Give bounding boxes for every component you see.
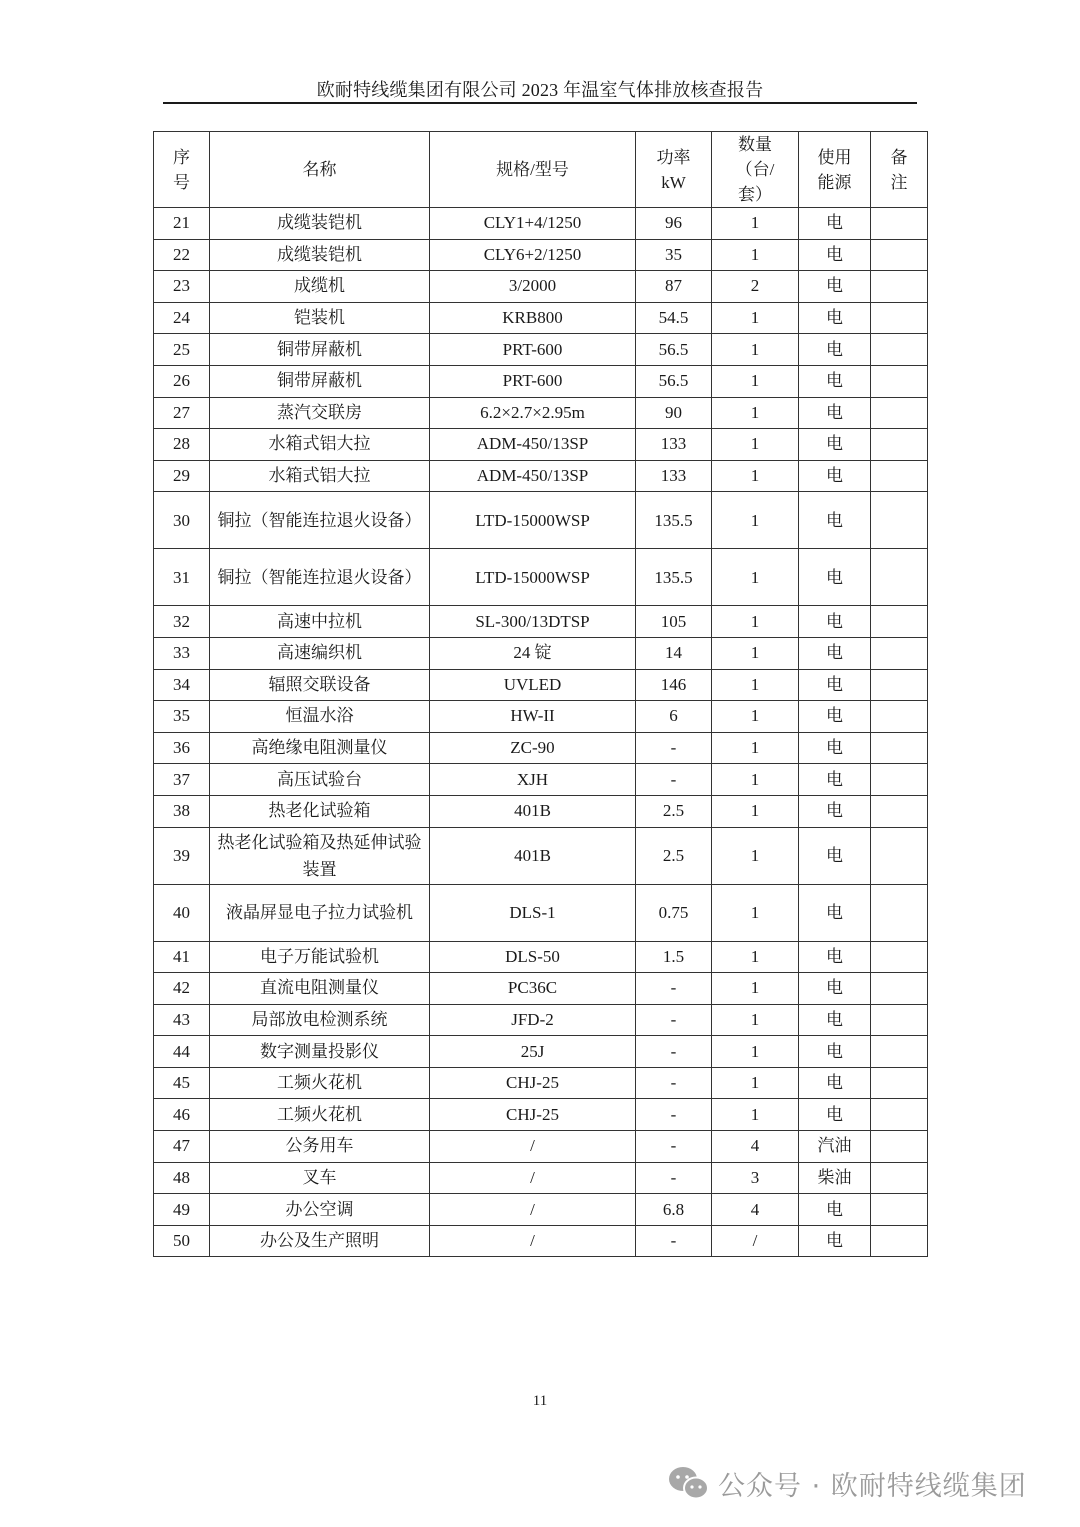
cell-qty: 1	[712, 764, 799, 796]
cell-no: 27	[154, 397, 210, 429]
cell-name: 工频火花机	[210, 1067, 430, 1099]
col-header-name: 名称	[210, 132, 430, 208]
cell-name: 热老化试验箱	[210, 795, 430, 827]
cell-model: 401B	[430, 795, 636, 827]
cell-qty: 1	[712, 973, 799, 1005]
cell-no: 34	[154, 669, 210, 701]
cell-power: 90	[636, 397, 712, 429]
table-row	[154, 606, 928, 638]
cell-qty: 1	[712, 302, 799, 334]
cell-energy: 电	[799, 941, 871, 973]
cell-energy: 电	[799, 827, 871, 884]
table-row	[154, 1004, 928, 1036]
cell-note	[871, 1131, 928, 1163]
cell-name: 辐照交联设备	[210, 669, 430, 701]
cell-energy: 电	[799, 732, 871, 764]
table-row	[154, 1067, 928, 1099]
cell-qty: 1	[712, 701, 799, 733]
cell-power: -	[636, 1036, 712, 1068]
cell-name: 公务用车	[210, 1131, 430, 1163]
table-row	[154, 884, 928, 941]
cell-energy: 电	[799, 1194, 871, 1226]
cell-no: 48	[154, 1162, 210, 1194]
table-row	[154, 637, 928, 669]
cell-energy: 电	[799, 973, 871, 1005]
cell-no: 21	[154, 208, 210, 240]
cell-model: 401B	[430, 827, 636, 884]
cell-note	[871, 1099, 928, 1131]
cell-model: PRT-600	[430, 365, 636, 397]
cell-note	[871, 429, 928, 461]
header-divider	[163, 102, 917, 104]
cell-power: 146	[636, 669, 712, 701]
col-header-no: 序 号	[154, 132, 210, 208]
cell-power: -	[636, 1067, 712, 1099]
cell-model: /	[430, 1194, 636, 1226]
cell-power: -	[636, 1099, 712, 1131]
cell-note	[871, 1067, 928, 1099]
cell-power: 6	[636, 701, 712, 733]
cell-name: 电子万能试验机	[210, 941, 430, 973]
cell-note	[871, 701, 928, 733]
cell-name: 水箱式铝大拉	[210, 460, 430, 492]
cell-model: /	[430, 1162, 636, 1194]
cell-no: 31	[154, 549, 210, 606]
cell-name: 恒温水浴	[210, 701, 430, 733]
cell-note	[871, 549, 928, 606]
cell-name: 铜拉（智能连拉退火设备）	[210, 492, 430, 549]
cell-no: 24	[154, 302, 210, 334]
cell-name: 高速中拉机	[210, 606, 430, 638]
cell-model: 25J	[430, 1036, 636, 1068]
cell-energy: 电	[799, 1099, 871, 1131]
cell-energy: 电	[799, 365, 871, 397]
col-header-power: 功率 kW	[636, 132, 712, 208]
cell-name: 水箱式铝大拉	[210, 429, 430, 461]
cell-note	[871, 1162, 928, 1194]
cell-energy: 电	[799, 1225, 871, 1257]
cell-model: KRB800	[430, 302, 636, 334]
col-header-energy: 使用 能源	[799, 132, 871, 208]
cell-model: ADM-450/13SP	[430, 460, 636, 492]
table-row	[154, 397, 928, 429]
cell-qty: 1	[712, 669, 799, 701]
watermark-text: 公众号 · 欧耐特线缆集团	[718, 1470, 1027, 1502]
cell-energy: 电	[799, 397, 871, 429]
cell-name: 铜带屏蔽机	[210, 334, 430, 366]
col-header-note: 备 注	[871, 132, 928, 208]
cell-note	[871, 637, 928, 669]
cell-qty: 4	[712, 1131, 799, 1163]
cell-name: 热老化试验箱及热延伸试验装置	[210, 827, 430, 884]
cell-power: 6.8	[636, 1194, 712, 1226]
table-row	[154, 1162, 928, 1194]
cell-power: 133	[636, 460, 712, 492]
cell-no: 29	[154, 460, 210, 492]
cell-no: 25	[154, 334, 210, 366]
cell-name: 蒸汽交联房	[210, 397, 430, 429]
cell-no: 45	[154, 1067, 210, 1099]
cell-note	[871, 239, 928, 271]
cell-model: LTD-15000WSP	[430, 549, 636, 606]
cell-energy: 电	[799, 637, 871, 669]
cell-qty: 2	[712, 271, 799, 303]
cell-note	[871, 669, 928, 701]
cell-qty: 1	[712, 365, 799, 397]
cell-power: 135.5	[636, 549, 712, 606]
cell-name: 成缆装铠机	[210, 208, 430, 240]
cell-no: 37	[154, 764, 210, 796]
cell-model: PC36C	[430, 973, 636, 1005]
cell-qty: 1	[712, 795, 799, 827]
cell-energy: 电	[799, 1067, 871, 1099]
cell-name: 高速编织机	[210, 637, 430, 669]
table-row	[154, 827, 928, 884]
cell-qty: 1	[712, 549, 799, 606]
cell-name: 铜带屏蔽机	[210, 365, 430, 397]
cell-name: 成缆装铠机	[210, 239, 430, 271]
cell-qty: 1	[712, 429, 799, 461]
wechat-icon	[668, 1465, 710, 1501]
cell-energy: 电	[799, 764, 871, 796]
cell-power: -	[636, 1225, 712, 1257]
cell-model: CHJ-25	[430, 1099, 636, 1131]
cell-energy: 电	[799, 208, 871, 240]
cell-qty: 4	[712, 1194, 799, 1226]
table-row	[154, 549, 928, 606]
table-row	[154, 208, 928, 240]
cell-no: 44	[154, 1036, 210, 1068]
cell-qty: 3	[712, 1162, 799, 1194]
cell-power: -	[636, 1131, 712, 1163]
cell-energy: 电	[799, 795, 871, 827]
table-row	[154, 1225, 928, 1257]
table-row	[154, 271, 928, 303]
cell-qty: 1	[712, 732, 799, 764]
table-row	[154, 1194, 928, 1226]
cell-note	[871, 1194, 928, 1226]
cell-energy: 电	[799, 1036, 871, 1068]
cell-model: ADM-450/13SP	[430, 429, 636, 461]
cell-model: DLS-1	[430, 884, 636, 941]
cell-no: 28	[154, 429, 210, 461]
cell-energy: 电	[799, 239, 871, 271]
table-row	[154, 941, 928, 973]
cell-qty: 1	[712, 460, 799, 492]
cell-power: 133	[636, 429, 712, 461]
page-number: 11	[532, 1393, 548, 1409]
cell-name: 工频火花机	[210, 1099, 430, 1131]
cell-name: 数字测量投影仪	[210, 1036, 430, 1068]
cell-model: ZC-90	[430, 732, 636, 764]
cell-energy: 电	[799, 606, 871, 638]
cell-energy: 电	[799, 429, 871, 461]
cell-qty: 1	[712, 397, 799, 429]
cell-name: 叉车	[210, 1162, 430, 1194]
table-row	[154, 701, 928, 733]
cell-name: 办公及生产照明	[210, 1225, 430, 1257]
cell-no: 38	[154, 795, 210, 827]
cell-no: 49	[154, 1194, 210, 1226]
cell-model: 24 锭	[430, 637, 636, 669]
cell-no: 22	[154, 239, 210, 271]
table-row	[154, 365, 928, 397]
cell-no: 39	[154, 827, 210, 884]
cell-power: 135.5	[636, 492, 712, 549]
cell-power: 2.5	[636, 795, 712, 827]
cell-note	[871, 1004, 928, 1036]
cell-model: /	[430, 1131, 636, 1163]
cell-qty: 1	[712, 239, 799, 271]
cell-no: 50	[154, 1225, 210, 1257]
cell-model: /	[430, 1225, 636, 1257]
cell-name: 铜拉（智能连拉退火设备）	[210, 549, 430, 606]
cell-model: JFD-2	[430, 1004, 636, 1036]
table-row	[154, 334, 928, 366]
table-row	[154, 795, 928, 827]
cell-energy: 电	[799, 884, 871, 941]
cell-qty: 1	[712, 208, 799, 240]
cell-power: 2.5	[636, 827, 712, 884]
cell-name: 液晶屏显电子拉力试验机	[210, 884, 430, 941]
cell-name: 高压试验台	[210, 764, 430, 796]
cell-note	[871, 397, 928, 429]
cell-model: SL-300/13DTSP	[430, 606, 636, 638]
col-header-qty: 数量 （台/ 套）	[712, 132, 799, 208]
cell-qty: 1	[712, 1004, 799, 1036]
table-row	[154, 669, 928, 701]
cell-model: DLS-50	[430, 941, 636, 973]
table-header-row	[154, 132, 928, 208]
cell-note	[871, 492, 928, 549]
cell-energy: 电	[799, 701, 871, 733]
table-row	[154, 973, 928, 1005]
cell-name: 铠装机	[210, 302, 430, 334]
table-row	[154, 460, 928, 492]
cell-no: 40	[154, 884, 210, 941]
cell-model: PRT-600	[430, 334, 636, 366]
cell-no: 32	[154, 606, 210, 638]
table-row	[154, 1131, 928, 1163]
cell-power: 0.75	[636, 884, 712, 941]
table-row	[154, 492, 928, 549]
cell-qty: 1	[712, 1099, 799, 1131]
cell-power: -	[636, 732, 712, 764]
cell-no: 47	[154, 1131, 210, 1163]
col-header-model: 规格/型号	[430, 132, 636, 208]
cell-name: 办公空调	[210, 1194, 430, 1226]
cell-energy: 电	[799, 302, 871, 334]
cell-power: 96	[636, 208, 712, 240]
cell-name: 局部放电检测系统	[210, 1004, 430, 1036]
watermark	[668, 1460, 1027, 1506]
cell-model: CLY1+4/1250	[430, 208, 636, 240]
cell-note	[871, 941, 928, 973]
cell-qty: 1	[712, 606, 799, 638]
cell-qty: 1	[712, 492, 799, 549]
cell-model: HW-II	[430, 701, 636, 733]
cell-model: LTD-15000WSP	[430, 492, 636, 549]
cell-note	[871, 1036, 928, 1068]
cell-power: 105	[636, 606, 712, 638]
cell-note	[871, 606, 928, 638]
equipment-table	[153, 131, 928, 1257]
table-body	[154, 208, 928, 1257]
cell-qty: 1	[712, 1036, 799, 1068]
table-row	[154, 429, 928, 461]
cell-energy: 电	[799, 271, 871, 303]
cell-no: 36	[154, 732, 210, 764]
cell-note	[871, 764, 928, 796]
cell-no: 43	[154, 1004, 210, 1036]
cell-power: 14	[636, 637, 712, 669]
cell-qty: /	[712, 1225, 799, 1257]
table-row	[154, 764, 928, 796]
cell-energy: 电	[799, 492, 871, 549]
report-header-title: 欧耐特线缆集团有限公司 2023 年温室气体排放核查报告	[316, 80, 764, 100]
cell-model: XJH	[430, 764, 636, 796]
cell-note	[871, 460, 928, 492]
cell-qty: 1	[712, 941, 799, 973]
cell-qty: 1	[712, 334, 799, 366]
cell-energy: 电	[799, 669, 871, 701]
cell-qty: 1	[712, 884, 799, 941]
cell-energy: 电	[799, 334, 871, 366]
cell-power: -	[636, 1004, 712, 1036]
cell-note	[871, 208, 928, 240]
cell-power: 35	[636, 239, 712, 271]
cell-model: 6.2×2.7×2.95m	[430, 397, 636, 429]
cell-power: 87	[636, 271, 712, 303]
cell-no: 42	[154, 973, 210, 1005]
cell-power: 56.5	[636, 365, 712, 397]
cell-qty: 1	[712, 637, 799, 669]
cell-qty: 1	[712, 827, 799, 884]
cell-note	[871, 334, 928, 366]
cell-model: CLY6+2/1250	[430, 239, 636, 271]
cell-no: 35	[154, 701, 210, 733]
cell-qty: 1	[712, 1067, 799, 1099]
cell-energy: 电	[799, 460, 871, 492]
cell-model: CHJ-25	[430, 1067, 636, 1099]
cell-note	[871, 973, 928, 1005]
cell-note	[871, 795, 928, 827]
cell-model: UVLED	[430, 669, 636, 701]
cell-name: 高绝缘电阻测量仪	[210, 732, 430, 764]
cell-energy: 电	[799, 1004, 871, 1036]
cell-energy: 电	[799, 549, 871, 606]
cell-name: 成缆机	[210, 271, 430, 303]
cell-energy: 柴油	[799, 1162, 871, 1194]
table-row	[154, 302, 928, 334]
cell-note	[871, 365, 928, 397]
table-row	[154, 1036, 928, 1068]
cell-no: 33	[154, 637, 210, 669]
cell-note	[871, 271, 928, 303]
cell-power: -	[636, 1162, 712, 1194]
cell-model: 3/2000	[430, 271, 636, 303]
cell-no: 46	[154, 1099, 210, 1131]
cell-power: 1.5	[636, 941, 712, 973]
cell-note	[871, 827, 928, 884]
cell-no: 23	[154, 271, 210, 303]
cell-energy: 汽油	[799, 1131, 871, 1163]
cell-no: 41	[154, 941, 210, 973]
cell-power: -	[636, 973, 712, 1005]
cell-note	[871, 302, 928, 334]
table-row	[154, 732, 928, 764]
cell-power: 54.5	[636, 302, 712, 334]
cell-note	[871, 1225, 928, 1257]
table-row	[154, 239, 928, 271]
cell-name: 直流电阻测量仪	[210, 973, 430, 1005]
table-row	[154, 1099, 928, 1131]
cell-note	[871, 732, 928, 764]
cell-power: 56.5	[636, 334, 712, 366]
cell-no: 30	[154, 492, 210, 549]
cell-no: 26	[154, 365, 210, 397]
cell-note	[871, 884, 928, 941]
cell-power: -	[636, 764, 712, 796]
